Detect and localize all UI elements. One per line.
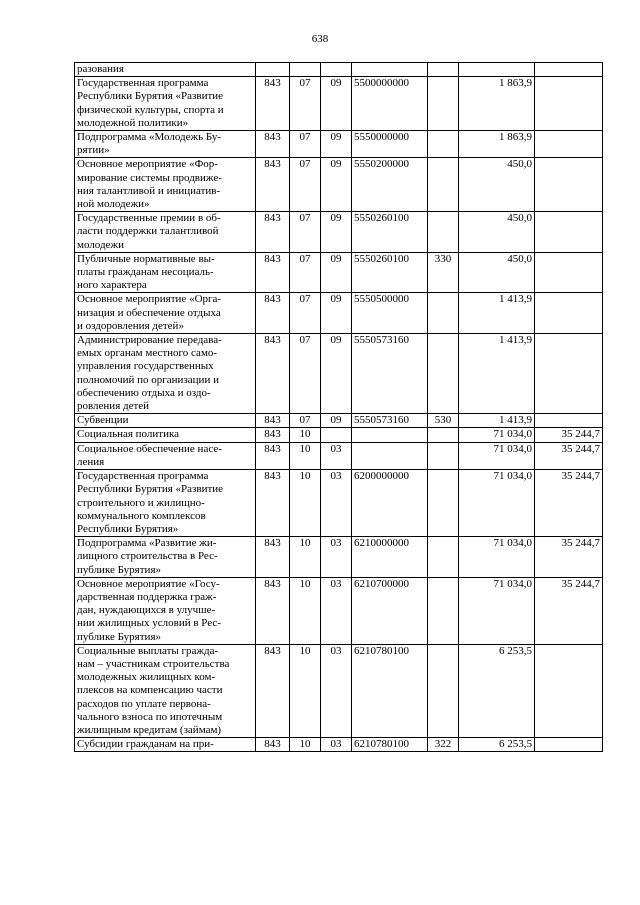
- amount-cell: 71 034,0: [459, 428, 535, 442]
- amount-cell: 450,0: [459, 212, 535, 253]
- gov-code-cell: 843: [256, 77, 290, 131]
- item-name-line: Государственная программа: [77, 77, 209, 90]
- subsection-cell: 03: [321, 577, 352, 644]
- item-name-cell: [75, 577, 256, 644]
- table-row: [75, 428, 603, 442]
- item-name-line: ной молодежи»: [77, 198, 150, 211]
- item-name-cell: [75, 470, 256, 537]
- item-name-line: и оздоровления детей»: [77, 319, 184, 332]
- gov-code-cell: 843: [256, 131, 290, 158]
- amount-cell: 71 034,0: [459, 470, 535, 537]
- item-name-line: ровления детей: [77, 400, 150, 413]
- item-name-line: дан, нуждающихся в улучше-: [77, 604, 216, 617]
- subsection-cell: 09: [321, 293, 352, 334]
- section-cell: 10: [290, 428, 321, 442]
- item-name-line: платы гражданам несоциаль-: [77, 266, 214, 279]
- item-name-cell: [75, 428, 256, 442]
- item-name-cell: [75, 131, 256, 158]
- amount-cell: 71 034,0: [459, 577, 535, 644]
- item-name-line: Республики Бурятия «Развитие: [77, 90, 224, 103]
- amount-cell: 1 413,9: [459, 334, 535, 414]
- item-name-line: Подпрограмма «Развитие жи-: [77, 537, 217, 550]
- table-row: [75, 537, 603, 578]
- section-cell: 10: [290, 442, 321, 469]
- gov-code-cell: 843: [256, 537, 290, 578]
- amount-cell-2: 35 244,7: [535, 442, 603, 469]
- subsection-cell: 09: [321, 131, 352, 158]
- gov-code-cell: 843: [256, 293, 290, 334]
- table-row: [75, 293, 603, 334]
- item-name-line: расходов по уплате первона-: [77, 697, 211, 710]
- gov-code-cell: 843: [256, 158, 290, 212]
- item-name-cell: [75, 738, 256, 752]
- item-name-line: Социальное обеспечение насе-: [77, 442, 222, 455]
- item-name-line: жилищным кредитам (займам): [77, 723, 222, 736]
- expense-type-cell: [428, 77, 459, 131]
- section-cell: 10: [290, 537, 321, 578]
- item-name-line: молодежи: [77, 238, 124, 251]
- table-row: [75, 470, 603, 537]
- item-name-line: Субсидии гражданам на при-: [77, 738, 214, 751]
- section-cell: 07: [290, 77, 321, 131]
- item-name-line: разования: [77, 63, 124, 75]
- item-name-line: Субвенции: [77, 414, 129, 427]
- gov-code-cell: 843: [256, 428, 290, 442]
- subsection-cell: 09: [321, 334, 352, 414]
- item-name-line: Государственная программа: [77, 470, 209, 483]
- item-name-line: ния талантливой и инициатив-: [77, 184, 221, 197]
- subsection-cell: 03: [321, 470, 352, 537]
- item-name-line: дарственная поддержка граж-: [77, 590, 217, 603]
- budget-table: [74, 62, 603, 752]
- gov-code-cell: 843: [256, 644, 290, 737]
- target-article-cell: 5550500000: [352, 293, 428, 334]
- amount-cell: 6 253,5: [459, 644, 535, 737]
- amount-cell-2: [535, 644, 603, 737]
- amount-cell-2: [535, 131, 603, 158]
- subsection-cell: 09: [321, 212, 352, 253]
- section-cell: 10: [290, 738, 321, 752]
- item-name-line: Социальная политика: [77, 428, 180, 441]
- expense-type-cell: [428, 293, 459, 334]
- section-cell: 10: [290, 644, 321, 737]
- section-cell: 07: [290, 212, 321, 253]
- target-article-cell: 5550260100: [352, 252, 428, 293]
- gov-code-cell: 843: [256, 334, 290, 414]
- item-name-line: нии жилищных условий в Рес-: [77, 617, 221, 630]
- item-name-line: емых органам местного само-: [77, 347, 218, 360]
- section-cell: 10: [290, 470, 321, 537]
- expense-type-cell: [428, 537, 459, 578]
- subsection-cell: 09: [321, 414, 352, 428]
- target-article-cell: 5550200000: [352, 158, 428, 212]
- gov-code-cell: [256, 63, 290, 77]
- amount-cell: [459, 63, 535, 77]
- target-article-cell: [352, 442, 428, 469]
- expense-type-cell: 530: [428, 414, 459, 428]
- item-name-line: Республики Бурятия»: [77, 522, 179, 535]
- amount-cell: 450,0: [459, 252, 535, 293]
- subsection-cell: 09: [321, 77, 352, 131]
- item-name-line: Государственные премии в об-: [77, 212, 221, 225]
- target-article-cell: 6210780100: [352, 644, 428, 737]
- target-article-cell: 6210700000: [352, 577, 428, 644]
- item-name-cell: [75, 334, 256, 414]
- amount-cell: 1 863,9: [459, 131, 535, 158]
- gov-code-cell: 843: [256, 577, 290, 644]
- item-name-cell: [75, 63, 256, 77]
- gov-code-cell: 843: [256, 414, 290, 428]
- item-name-line: ласти поддержки талантливой: [77, 225, 219, 238]
- target-article-cell: [352, 63, 428, 77]
- amount-cell-2: [535, 738, 603, 752]
- section-cell: 10: [290, 577, 321, 644]
- gov-code-cell: 843: [256, 738, 290, 752]
- item-name-line: лищного строительства в Рес-: [77, 550, 218, 563]
- item-name-line: Социальные выплаты гражда-: [77, 644, 219, 657]
- expense-type-cell: 322: [428, 738, 459, 752]
- subsection-cell: [321, 63, 352, 77]
- amount-cell-2: 35 244,7: [535, 470, 603, 537]
- table-row: [75, 738, 603, 752]
- amount-cell: 71 034,0: [459, 537, 535, 578]
- amount-cell: 1 863,9: [459, 77, 535, 131]
- item-name-line: Основное мероприятие «Фор-: [77, 158, 218, 171]
- table-row: [75, 577, 603, 644]
- amount-cell-2: [535, 334, 603, 414]
- amount-cell-2: [535, 77, 603, 131]
- table-row: [75, 442, 603, 469]
- target-article-cell: 5550000000: [352, 131, 428, 158]
- expense-type-cell: [428, 334, 459, 414]
- amount-cell: 71 034,0: [459, 442, 535, 469]
- table-row: [75, 63, 603, 77]
- target-article-cell: [352, 428, 428, 442]
- item-name-line: ного характера: [77, 279, 147, 292]
- amount-cell-2: [535, 414, 603, 428]
- item-name-line: молодежной политики»: [77, 116, 189, 129]
- item-name-line: коммунального комплексов: [77, 509, 206, 522]
- amount-cell-2: [535, 212, 603, 253]
- expense-type-cell: [428, 442, 459, 469]
- table-row: [75, 131, 603, 158]
- item-name-line: ления: [77, 455, 105, 468]
- subsection-cell: 09: [321, 158, 352, 212]
- item-name-line: Администрирование передава-: [77, 334, 222, 347]
- amount-cell: 1 413,9: [459, 414, 535, 428]
- expense-type-cell: 330: [428, 252, 459, 293]
- item-name-line: рятии»: [77, 144, 110, 157]
- amount-cell-2: [535, 63, 603, 77]
- target-article-cell: 6210780100: [352, 738, 428, 752]
- section-cell: 07: [290, 131, 321, 158]
- target-article-cell: 6210000000: [352, 537, 428, 578]
- section-cell: 07: [290, 293, 321, 334]
- section-cell: [290, 63, 321, 77]
- subsection-cell: 03: [321, 644, 352, 737]
- section-cell: 07: [290, 252, 321, 293]
- gov-code-cell: 843: [256, 470, 290, 537]
- subsection-cell: 09: [321, 252, 352, 293]
- expense-type-cell: [428, 428, 459, 442]
- gov-code-cell: 843: [256, 252, 290, 293]
- section-cell: 07: [290, 158, 321, 212]
- amount-cell-2: 35 244,7: [535, 537, 603, 578]
- item-name-line: чального взноса по ипотечным: [77, 710, 223, 723]
- item-name-line: Основное мероприятие «Госу-: [77, 577, 220, 590]
- gov-code-cell: 843: [256, 442, 290, 469]
- gov-code-cell: 843: [256, 212, 290, 253]
- section-cell: 07: [290, 334, 321, 414]
- amount-cell: 450,0: [459, 158, 535, 212]
- budget-table-body: [75, 63, 603, 752]
- target-article-cell: 5550260100: [352, 212, 428, 253]
- item-name-line: Республики Бурятия «Развитие: [77, 483, 224, 496]
- table-row: [75, 158, 603, 212]
- table-row: [75, 644, 603, 737]
- item-name-cell: [75, 537, 256, 578]
- item-name-cell: [75, 442, 256, 469]
- amount-cell: 6 253,5: [459, 738, 535, 752]
- item-name-cell: [75, 212, 256, 253]
- expense-type-cell: [428, 577, 459, 644]
- item-name-line: строительного и жилищно-: [77, 496, 205, 509]
- item-name-cell: [75, 293, 256, 334]
- item-name-line: публике Бурятия»: [77, 563, 161, 576]
- item-name-line: мирование системы продвиже-: [77, 171, 222, 184]
- amount-cell-2: 35 244,7: [535, 428, 603, 442]
- item-name-line: молодежных жилищных ком-: [77, 671, 216, 684]
- expense-type-cell: [428, 131, 459, 158]
- amount-cell: 1 413,9: [459, 293, 535, 334]
- page-number: 638: [311, 33, 329, 45]
- item-name-line: нам – участникам строительства: [77, 657, 230, 670]
- amount-cell-2: [535, 158, 603, 212]
- amount-cell-2: 35 244,7: [535, 577, 603, 644]
- table-row: [75, 212, 603, 253]
- item-name-line: физической культуры, спорта и: [77, 103, 224, 116]
- item-name-cell: [75, 644, 256, 737]
- item-name-line: Публичные нормативные вы-: [77, 252, 215, 265]
- table-row: [75, 77, 603, 131]
- item-name-line: плексов на компенсацию части: [77, 684, 223, 697]
- item-name-cell: [75, 77, 256, 131]
- subsection-cell: 03: [321, 537, 352, 578]
- subsection-cell: 03: [321, 442, 352, 469]
- target-article-cell: 5550573160: [352, 414, 428, 428]
- expense-type-cell: [428, 158, 459, 212]
- subsection-cell: 03: [321, 738, 352, 752]
- table-row: [75, 414, 603, 428]
- item-name-line: управления государственных: [77, 360, 214, 373]
- item-name-line: обеспечению отдыха и оздо-: [77, 386, 211, 399]
- item-name-cell: [75, 158, 256, 212]
- expense-type-cell: [428, 63, 459, 77]
- table-row: [75, 334, 603, 414]
- expense-type-cell: [428, 212, 459, 253]
- item-name-line: низация и обеспечение отдыха: [77, 306, 221, 319]
- amount-cell-2: [535, 252, 603, 293]
- item-name-line: Подпрограмма «Молодежь Бу-: [77, 131, 222, 144]
- section-cell: 07: [290, 414, 321, 428]
- target-article-cell: 5500000000: [352, 77, 428, 131]
- item-name-cell: [75, 252, 256, 293]
- item-name-cell: [75, 414, 256, 428]
- expense-type-cell: [428, 644, 459, 737]
- table-row: [75, 252, 603, 293]
- item-name-line: полномочий по организации и: [77, 373, 219, 386]
- expense-type-cell: [428, 470, 459, 537]
- target-article-cell: 5550573160: [352, 334, 428, 414]
- item-name-line: публике Бурятия»: [77, 630, 161, 643]
- item-name-line: Основное мероприятие «Орга-: [77, 293, 222, 306]
- amount-cell-2: [535, 293, 603, 334]
- subsection-cell: [321, 428, 352, 442]
- target-article-cell: 6200000000: [352, 470, 428, 537]
